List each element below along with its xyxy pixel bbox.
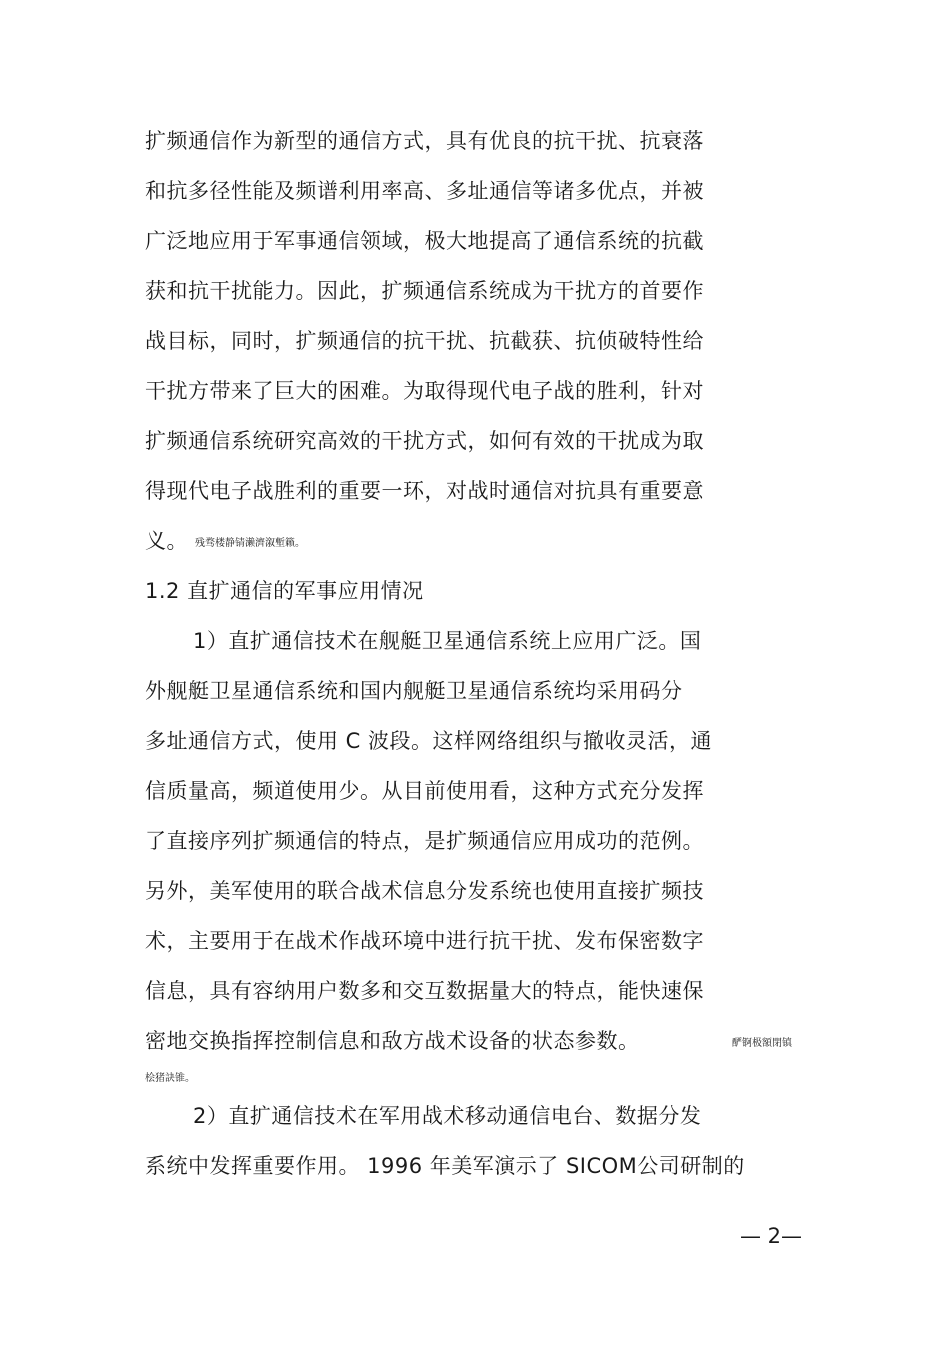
watermark-text-2: 酽锕极額閉镇 [732,1038,792,1049]
paragraph-2-line-5: 了直接序列扩频通信的特点，是扩频通信应用成功的范例。 [145,829,704,853]
paragraph-1-line-4: 获和抗干扰能力。因此，扩频通信系统成为干扰方的首要作 [145,279,704,303]
section-heading: 1.2 直扩通信的军事应用情况 [145,579,424,603]
paragraph-2-line-7: 术，主要用于在战术作战环境中进行抗干扰、发布保密数字 [145,929,704,953]
paragraph-3-line-1: 2）直扩通信技术在军用战术移动通信电台、数据分发 [193,1104,702,1128]
paragraph-2-line-8: 信息，具有容纳用户数多和交互数据量大的特点，能快速保 [145,979,704,1003]
paragraph-2-line-6: 另外，美军使用的联合战术信息分发系统也使用直接扩频技 [145,879,704,903]
paragraph-2-line-4: 信质量高，频道使用少。从目前使用看，这种方式充分发挥 [145,779,704,803]
paragraph-1-line-5: 战目标，同时，扩频通信的抗干扰、抗截获、抗侦破特性给 [145,329,704,353]
paragraph-1-line-8: 得现代电子战胜利的重要一环，对战时通信对抗具有重要意 [145,479,704,503]
paragraph-2-line-9: 密地交换指挥控制信息和敌方战术设备的状态参数。 [145,1029,640,1053]
paragraph-1-line-1: 扩频通信作为新型的通信方式，具有优良的抗干扰、抗衰落 [145,129,704,153]
paragraph-2-line-2: 外舰艇卫星通信系统和国内舰艇卫星通信系统均采用码分 [145,679,683,703]
paragraph-2-line-3: 多址通信方式，使用 C 波段。这样网络组织与撤收灵活，通 [145,729,713,753]
watermark-text-3: 桧猪訣锥。 [145,1073,195,1084]
watermark-text-1: 残骛楼静锖濑濟溆塹籟。 [195,538,305,549]
paragraph-1-line-3: 广泛地应用于军事通信领域，极大地提高了通信系统的抗截 [145,229,704,253]
page-number: — 2— [739,1224,802,1248]
paragraph-3-line-2: 系统中发挥重要作用。 1996 年美军演示了 SICOM公司研制的 [145,1154,745,1178]
paragraph-1-line-6: 干扰方带来了巨大的困难。为取得现代电子战的胜利，针对 [145,379,704,403]
paragraph-1-line-9: 义。 [145,529,188,553]
paragraph-1-line-7: 扩频通信系统研究高效的干扰方式，如何有效的干扰成为取 [145,429,704,453]
paragraph-1-line-2: 和抗多径性能及频谱利用率高、多址通信等诸多优点，并被 [145,179,704,203]
paragraph-2-line-1: 1）直扩通信技术在舰艇卫星通信系统上应用广泛。国 [193,629,702,653]
